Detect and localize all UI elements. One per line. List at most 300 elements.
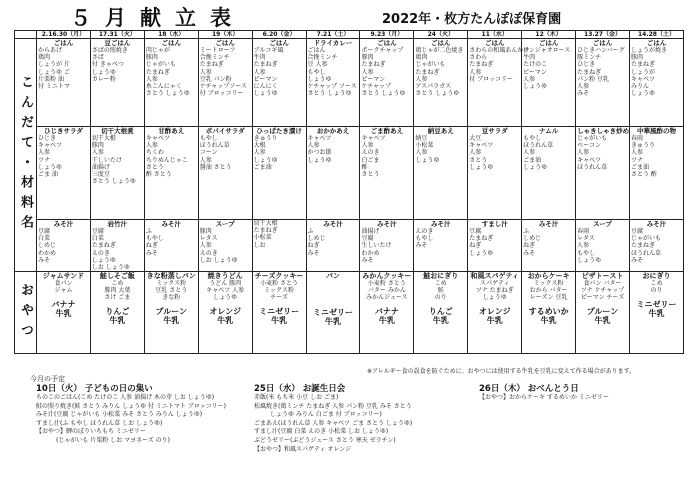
dish-name: ごはん — [377, 39, 397, 47]
ingredient: さとう しょうゆ — [91, 178, 136, 186]
dish-name: ごはん — [592, 39, 613, 47]
date-cell — [198, 31, 252, 39]
ingredient: 人参 — [577, 83, 590, 91]
ingredient: 白ごま — [361, 156, 380, 164]
dish-name: ごはん — [161, 39, 182, 47]
ingredient: 人参 — [145, 142, 158, 150]
snack-ingredient: しょうゆ — [482, 294, 507, 302]
dish-name: 中華風酢の物 — [636, 127, 676, 135]
menu-side-cell — [37, 127, 91, 220]
ingredient: 白菜 — [91, 235, 104, 243]
ingredient: わかめ — [38, 249, 57, 257]
ingredient: えのき — [361, 149, 380, 157]
ingredient: ごま 油 — [38, 171, 58, 179]
ingredient: キャベツ — [307, 135, 332, 142]
ingredient: ポークチャップ — [361, 47, 404, 54]
date-cell — [522, 31, 576, 39]
ingredient: もやし — [199, 135, 218, 142]
menu-soup-cell — [360, 220, 414, 272]
menu-side-cell — [198, 127, 252, 220]
ingredient: 春雨 — [577, 228, 590, 235]
snack-ingredient: 小麦粉 さとう — [367, 280, 406, 288]
main-label-cell — [15, 39, 37, 272]
snack-drink-2: 牛乳 — [217, 316, 234, 326]
day-date: 2.16.30（月） — [41, 31, 86, 38]
ingredient: ケチャップソース — [199, 83, 247, 91]
ingredient: ひじき — [577, 61, 596, 69]
menu-side-cell — [360, 127, 414, 220]
snack-name: 焼きうどん — [207, 272, 243, 281]
snack-drink-2: 牛乳 — [378, 316, 395, 326]
ingredient: レタス — [199, 235, 218, 243]
menu-side-cell — [252, 127, 306, 220]
ingredient: 人参 — [38, 149, 51, 157]
menu-soup-cell — [629, 220, 683, 272]
ingredient: しめじ — [523, 235, 542, 243]
menu-soup-cell — [414, 220, 468, 272]
ingredient: たまねぎ — [253, 227, 278, 235]
ingredient: しょうゆ — [523, 83, 548, 91]
dish-name: 豆ごはん — [104, 39, 131, 47]
ingredient: ケチャップ ソース — [307, 83, 357, 91]
ingredient: もやし — [307, 68, 326, 76]
dish-name: ひっぱたき漬け — [256, 127, 302, 135]
event-line: しょうゆ みりん 白ごま 付 ブロッコリー) — [270, 411, 382, 419]
ingredient: ミートローフ — [199, 47, 236, 54]
event-line: すまし汁(ふ もやし ほうれん草 しお しょうゆ) — [36, 419, 163, 427]
menu-main-cell — [198, 39, 252, 127]
page-title: ５月献立表 — [70, 6, 245, 30]
snack-ingredient: ピーマン チーズ — [580, 294, 625, 302]
day-date: 14.28（土） — [637, 31, 675, 38]
snack-ingredient: こめ — [650, 280, 663, 288]
snack-cell — [414, 272, 468, 354]
date-cell — [576, 31, 630, 39]
snack-ingredient: 豆乳 さとう — [155, 287, 188, 295]
ingredient: キャベツ — [630, 75, 655, 83]
dish-name: ごはん — [215, 39, 235, 47]
ingredient: たまねぎ — [361, 61, 386, 69]
ingredient: 付 ミニトマ — [38, 83, 70, 91]
snack-cell — [629, 272, 683, 354]
ingredient: ケチャップ — [361, 83, 392, 91]
dish-name: ごはん — [484, 39, 505, 47]
ingredient: しめじ — [307, 235, 326, 243]
ingredient: 牛肉 — [253, 54, 266, 62]
ingredient: ちりめんじゃこ — [145, 156, 188, 164]
snack-ingredient: スパゲティ — [479, 280, 510, 288]
date-cell — [468, 31, 522, 39]
snack-label-cell — [15, 272, 37, 354]
ingredient: ほうれん草 — [630, 249, 661, 257]
ingredient: みそ — [630, 256, 643, 264]
corner-cell — [15, 31, 37, 39]
ingredient: 人参 — [307, 142, 320, 150]
snack-drink-2: 牛乳 — [271, 316, 288, 326]
menu-main-cell — [629, 39, 683, 127]
menu-side-cell — [629, 127, 683, 220]
snack-drink-1: りんご — [105, 307, 130, 317]
spacer — [308, 280, 359, 308]
ingredient: アスパラガス — [415, 83, 452, 91]
ingredient: 鶏肉 — [38, 54, 51, 62]
day-date: 17.31（火） — [98, 31, 136, 38]
dish-name: 納豆あえ — [427, 127, 454, 135]
menu-side-cell — [414, 127, 468, 220]
ingredient: 人参 — [577, 149, 590, 157]
ingredient: ピーマン — [361, 75, 386, 83]
ingredient: 人参 — [199, 242, 212, 250]
ingredient: しお しょうゆ — [91, 264, 130, 272]
dish-name: ごはん — [646, 39, 667, 47]
ingredient: 人参 — [523, 149, 536, 157]
ingredient: たまねぎ — [469, 61, 494, 69]
ingredient: えのき — [199, 249, 218, 257]
ingredient: ちくわ — [145, 149, 164, 157]
ingredient: じゃがいも — [415, 61, 446, 69]
event-line: ぶどうゼリー(ぶどうジュース さとう 寒天 ゼラチン) — [254, 436, 396, 444]
menu-soup-cell — [37, 220, 91, 272]
ingredient: 豆腐 — [91, 228, 104, 235]
ingredient: ふ — [523, 228, 530, 235]
ingredient: しょうゆ — [253, 90, 278, 98]
ingredient: ほうれん草 — [523, 142, 554, 150]
ingredient: もやし — [523, 135, 542, 142]
ingredient: えのき — [415, 228, 434, 235]
event-childrens-day — [36, 382, 226, 446]
ingredient: 人参 — [469, 68, 482, 76]
snack-name: 鮭おにぎり — [423, 272, 459, 281]
ingredient: 人参 — [199, 156, 212, 164]
ingredient: たまねぎ — [199, 61, 224, 69]
ingredient: 鶏じゃが二色焼き — [415, 47, 464, 54]
ingredient: みそ — [145, 249, 158, 257]
ingredient: 大根 — [253, 142, 266, 150]
snack-cell — [90, 272, 144, 354]
dish-name: ポパイサラダ — [205, 127, 245, 135]
ingredient: 人参 — [91, 149, 104, 157]
ingredient: しお — [253, 241, 266, 249]
snack-cell — [360, 272, 414, 354]
ingredient: チンジャオロース — [523, 47, 571, 54]
date-cell — [414, 31, 468, 39]
menu-main-cell — [37, 39, 91, 127]
snack-name: 和風スパゲティ — [470, 272, 519, 281]
ingredient: たけのこ — [523, 61, 548, 69]
menu-side-cell — [576, 127, 630, 220]
ingredient: キャベツ — [38, 142, 63, 150]
snack-ingredient: きな粉 — [162, 294, 181, 302]
snack-ingredient: 鮭 — [437, 287, 444, 295]
snack-drink-2: 牛乳 — [594, 316, 611, 326]
menu-side-cell — [468, 127, 522, 220]
snack-ingredient: おから バター — [529, 287, 568, 295]
snack-ingredient: しょうゆ — [213, 294, 238, 302]
ingredient: 豚肉 — [145, 54, 158, 62]
ingredient: ブルコギ風 — [253, 47, 284, 54]
snack-name: ピザトースト — [581, 272, 624, 281]
snack-ingredient: のり — [650, 287, 663, 295]
snack-drink-1: バナナ — [374, 307, 399, 317]
ingredient: ツナ — [38, 156, 51, 164]
day-date: 12（木） — [535, 31, 562, 38]
ingredient: 鶏肉 — [415, 54, 428, 62]
ingredient: ねぎ — [469, 242, 482, 250]
snack-drink-2: 牛乳 — [163, 316, 180, 326]
dish-name: ごはん — [53, 39, 74, 47]
event-line: ちのこのごはん(こめ たけのこ 人参 油揚げ 木の芽 しお しょうゆ) — [36, 394, 215, 401]
snack-drink-1: オレンジ — [478, 307, 511, 317]
snack-ingredient: ツナ ケチャップ — [580, 287, 625, 295]
dish-name: スープ — [215, 220, 235, 228]
event-line: (じゃがいも 片栗粉 しお マヨネーズ のり) — [56, 436, 171, 444]
ingredient: からあげ — [38, 47, 63, 54]
event-line: すまし汁(豆腐 白菜 えのき 小松菜 しお しょうゆ) — [254, 428, 389, 436]
ingredient: かつお節 — [307, 149, 332, 157]
date-cell — [252, 31, 306, 39]
ingredient: ごま油 — [253, 163, 272, 171]
snack-drink-2: 牛乳 — [55, 309, 72, 319]
ingredient: 豆腐 — [361, 235, 374, 243]
snack-drink-2: 牛乳 — [486, 316, 503, 326]
ingredient: 人参 — [253, 149, 266, 157]
ingredient: 油揚げ — [361, 228, 380, 235]
ingredient: じゃがいも — [577, 135, 608, 142]
ingredient: じゃがいも — [145, 61, 176, 69]
event-heading: 10日（火） 子どもの日の集い — [36, 384, 153, 394]
ingredient: 酢 — [361, 163, 368, 171]
dish-name: おかかあえ — [316, 127, 350, 135]
ingredient: 豆腐 — [630, 228, 643, 235]
ingredient: 醤油 さとう — [199, 163, 232, 171]
menu-main-cell — [576, 39, 630, 127]
ingredient: もやし — [145, 235, 164, 243]
day-date: 6.20（金） — [262, 31, 296, 38]
snack-drink-1: ミニゼリー — [312, 308, 353, 318]
snack-name: パン — [325, 272, 340, 281]
date-cell — [306, 31, 360, 39]
ingredient: ひじき — [38, 135, 57, 142]
ingredient: さとう — [361, 171, 380, 179]
ingredient: 人参 — [415, 149, 428, 157]
ingredient: もやし — [415, 235, 434, 243]
menu-main-cell — [414, 39, 468, 127]
snack-cell — [198, 272, 252, 354]
ingredient: ピーマン — [523, 68, 547, 76]
snack-name: ジャムサンド — [42, 272, 85, 281]
menu-side-cell — [144, 127, 198, 220]
event-line: 赤飯(米 もち米 小豆 しお ごま) — [254, 394, 339, 401]
snack-name: きな粉蒸しパン — [146, 272, 196, 281]
dish-name: ごはん — [538, 39, 559, 47]
dish-name: みそ汁 — [161, 220, 182, 228]
ingredient: ツナ — [630, 156, 643, 164]
ingredient: じゃがいも — [630, 235, 661, 243]
ingredient: みそ — [415, 242, 428, 250]
ingredient: 小松菜 — [415, 142, 434, 150]
ingredient: しめじ — [38, 242, 57, 250]
day-date: 19（木） — [211, 31, 239, 38]
ingredient: みりん — [630, 83, 649, 91]
dish-name: みそ汁 — [431, 220, 451, 228]
event-line: 鮭の照り焼き(鮭 さとう みりん しょうゆ 付 ミニトマト ブロッコリー) — [36, 402, 227, 410]
day-date: 11（水） — [481, 31, 508, 38]
ingredient: 糸こんにゃく — [145, 83, 182, 91]
snack-drink-2: 牛乳 — [324, 317, 341, 327]
ingredient: たまねぎ — [469, 235, 494, 243]
ingredient: 油揚げ — [91, 163, 110, 171]
event-line: 【おやつ】おからケーキ するめいか ミニゼリー — [479, 394, 609, 401]
snack-cell — [37, 272, 91, 354]
ingredient: しお しょうゆ — [199, 256, 238, 264]
menu-soup-cell — [144, 220, 198, 272]
ingredient: 人参 — [469, 149, 482, 157]
ingredient: 合挽ミンチ — [199, 54, 230, 62]
main-side-label: こんだて・材料名 — [18, 75, 33, 236]
dish-name: みそ汁 — [377, 220, 397, 228]
dish-name: みそ汁 — [646, 220, 667, 228]
ingredient: キャベツ — [469, 142, 494, 150]
ingredient: 人参 — [145, 75, 158, 83]
ingredient: さとう — [469, 156, 488, 164]
menu-main-cell — [306, 39, 360, 127]
snack-ingredient: チーズ — [270, 294, 288, 302]
snack-drink-1: するめいか — [528, 307, 569, 317]
ingredient: しょうが — [630, 68, 655, 76]
ingredient: ごま油 — [630, 163, 649, 171]
ingredient: コーン — [199, 149, 218, 157]
snack-cell — [522, 272, 576, 354]
snack-name: みかんクッキー — [362, 272, 412, 281]
event-line: みそ汁(豆腐 じゃがいも 小松菜 みそ さとう みりん しょうゆ) — [36, 411, 203, 419]
dish-name: みそ汁 — [323, 220, 343, 228]
ingredient: 切干大根 — [253, 220, 278, 227]
ingredient: 豆乳 パン粉 — [199, 75, 232, 83]
date-cell — [360, 31, 414, 39]
ingredient: ねぎ — [307, 242, 320, 250]
ingredient: さとう しょうゆ — [145, 90, 190, 98]
dish-name: スープ — [593, 220, 612, 228]
ingredient: 付 きゃべつ — [91, 61, 124, 69]
ingredient: 人参 — [577, 242, 590, 250]
ingredient: わかめ — [361, 249, 380, 257]
snack-cell — [468, 272, 522, 354]
snack-drink-1: プルーン — [155, 307, 188, 317]
ingredient: しょうゆ — [630, 90, 655, 98]
dish-name: 豆サラダ — [481, 127, 508, 135]
snack-cell — [144, 272, 198, 354]
date-cell — [144, 31, 198, 39]
dish-name: みそ汁 — [538, 220, 559, 228]
ingredient: ひじきハンバーグ — [577, 47, 625, 54]
ingredient: 豚肉 — [361, 54, 374, 62]
ingredient: しょうゆ — [307, 156, 332, 164]
dish-name: ひじきサラダ — [43, 127, 83, 135]
snack-cell — [576, 272, 630, 354]
ingredient: しょうゆ — [91, 256, 116, 264]
ingredient: たまねぎ — [253, 61, 278, 69]
menu-main-cell — [522, 39, 576, 127]
snack-ingredient: 食パン — [54, 280, 73, 288]
day-date: 13.27（金） — [584, 31, 621, 38]
snack-drink-1: プルーン — [586, 307, 619, 317]
ingredient: ピーマン — [253, 75, 278, 83]
ingredient: 豚ミンチ — [577, 54, 602, 62]
snack-drink-2: 牛乳 — [648, 309, 665, 319]
snack-ingredient: 小麦粉 さとう — [260, 280, 299, 288]
menu-soup-cell — [522, 220, 576, 272]
ingredient: 人参 — [523, 75, 536, 83]
ingredient: ふ — [145, 228, 152, 235]
ingredient: 小松菜 — [253, 234, 272, 242]
ingredient: 人参 — [415, 75, 428, 83]
snack-cell — [306, 272, 360, 354]
ingredient: さわら — [469, 54, 488, 62]
ingredient: しょうが焼き — [630, 47, 667, 54]
page-subtitle: 2022年・枚方たんぽぽ保育園 — [382, 12, 562, 27]
ingredient: 牛肉 — [523, 54, 536, 62]
menu-main-cell — [144, 39, 198, 127]
snack-drink-1: ミニゼリー — [259, 307, 300, 317]
day-date: 18（水） — [158, 31, 185, 38]
ingredient: 白菜 — [38, 235, 51, 243]
ingredient: きゅうり — [253, 135, 278, 142]
ingredient: 合挽ミンチ — [307, 54, 338, 62]
ingredient: みそ — [361, 256, 374, 264]
ingredient: 生しいたけ — [361, 242, 392, 250]
ingredient: キャベツ — [577, 156, 602, 164]
dish-name: しゃきしゃき炒め — [577, 127, 630, 135]
ingredient: しょうゆ — [415, 156, 440, 164]
ingredient: キャベツ — [145, 135, 170, 142]
dish-name: ごま酢あえ — [370, 127, 404, 135]
ingredient: さとう しょうゆ — [307, 90, 352, 98]
ingredient: 豆腐 — [38, 228, 51, 235]
ingredient: 酢 さとう — [145, 171, 172, 179]
menu-main-cell — [90, 39, 144, 127]
ingredient: 干しいたけ — [91, 156, 122, 164]
menu-side-cell — [522, 127, 576, 220]
day-date: 9.23（月） — [370, 31, 404, 38]
dish-name: ナムル — [539, 127, 559, 135]
allergy-note: ※アレルギー食の誤食を防ぐために、おやつには使用する牛乳を豆乳に変えて作る場合があります。 — [367, 368, 636, 375]
menu-soup-cell — [576, 220, 630, 272]
menu-soup-cell — [90, 220, 144, 272]
snack-side-label: おやつ — [18, 282, 33, 343]
ingredient: 大豆 — [469, 135, 482, 142]
ingredient: みそ — [577, 90, 590, 98]
ingredient: 豚肉 — [199, 228, 212, 235]
ingredient: ごはん — [307, 47, 326, 54]
ingredient: ほうれん草 — [199, 142, 230, 150]
ingredient: ふ — [307, 228, 314, 235]
snack-ingredient: さけ ごま — [104, 294, 131, 302]
dish-name: ドライカレー — [313, 39, 353, 47]
snack-name: おにぎり — [642, 272, 671, 281]
ingredient: もやし — [577, 249, 596, 257]
ingredient: みそ — [307, 249, 320, 257]
ingredient: 納豆 — [415, 135, 428, 142]
ingredient: キャベツ — [361, 135, 386, 142]
snack-drink-1: バナナ — [51, 300, 76, 310]
ingredient: しょうゆ — [469, 163, 494, 171]
dish-name: 甘酢あえ — [158, 127, 185, 135]
ingredient: レタス — [577, 235, 595, 243]
ingredient: 人参 — [199, 68, 212, 76]
ingredient: しょうが 片 — [38, 61, 70, 69]
ingredient: たまねぎ — [415, 68, 440, 76]
ingredient: さとう — [145, 163, 164, 171]
